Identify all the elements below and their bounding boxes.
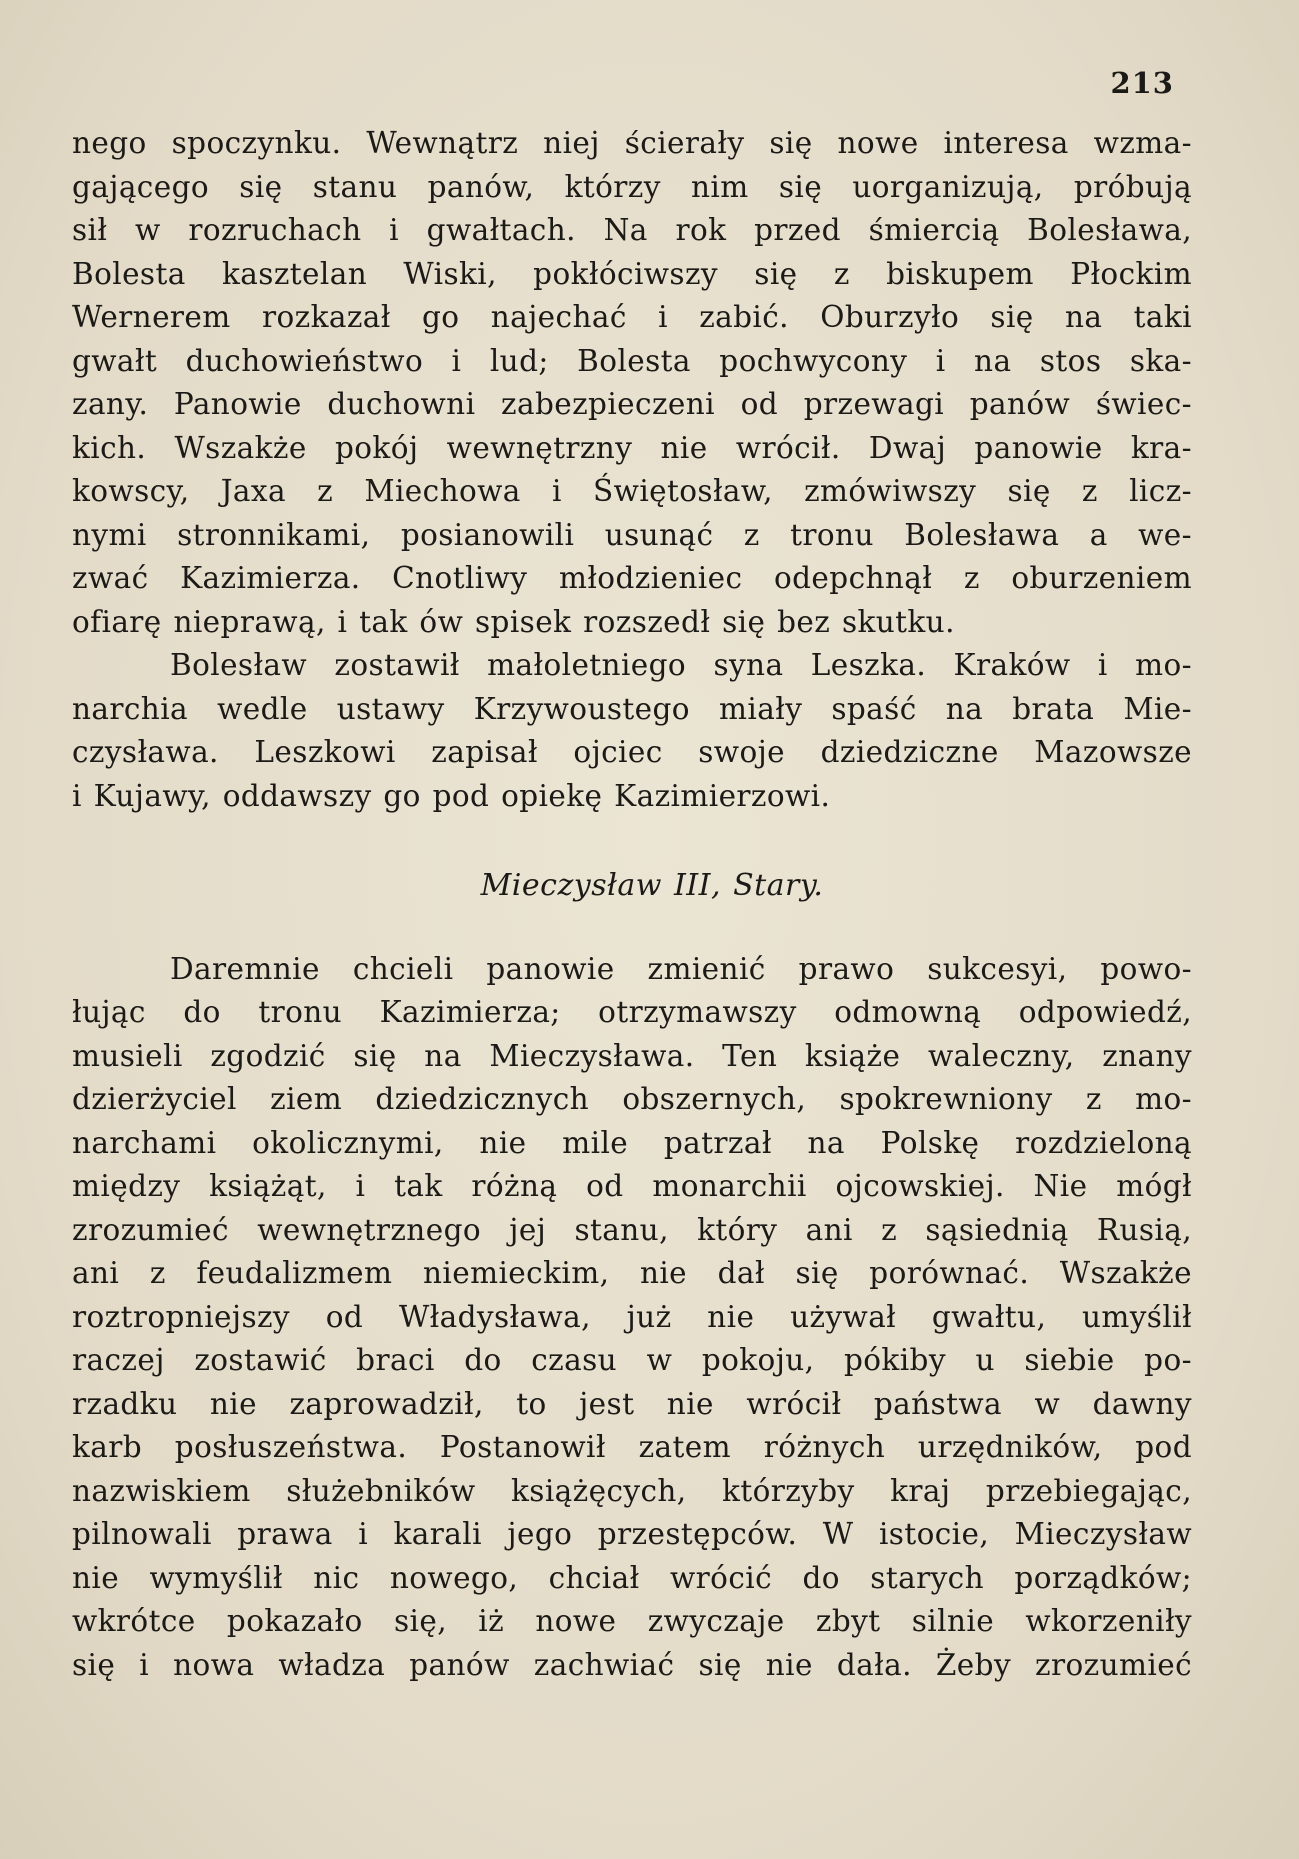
text-line: zany. Panowie duchowni zabezpieczeni od przewagi panów świec- [72, 387, 1192, 421]
text-line: Bolesta kasztelan Wiski, pokłóciwszy się z biskupem Płockim [72, 256, 1192, 291]
text-line: nazwiskiem służebników książęcych, którzyby kraj przebiegając, [72, 1473, 1192, 1508]
section-heading: Mieczysław III, Stary. [480, 868, 824, 903]
text-line: musieli zgodzić się na Mieczysława. Ten książe waleczny, znany [72, 1038, 1192, 1073]
text-line: łując do tronu Kazimierza; otrzymawszy odmowną odpowiedź, [72, 995, 1192, 1029]
text-line: kowscy, Jaxa z Miechowa i Świętosław, zmówiwszy się z licz- [72, 474, 1192, 508]
text-line: nymi stronnikami, posianowili usunąć z tronu Bolesława a we- [72, 517, 1192, 552]
text-line: ani z feudalizmem niemieckim, nie dał się porównać. Wszakże [72, 1256, 1192, 1290]
text-line: nego spoczynku. Wewnątrz niej ścierały się nowe interesa wzma- [72, 126, 1192, 160]
text-line: i Kujawy, oddawszy go pod opiekę Kazimierzowi. [72, 778, 831, 813]
text-line: sił w rozruchach i gwałtach. Na rok przed śmiercią Bolesława, [72, 213, 1192, 247]
text-line: narchia wedle ustawy Krzywoustego miały spaść na brata Mie- [72, 691, 1192, 726]
text-line: się i nowa władza panów zachwiać się nie dała. Żeby zrozumieć [72, 1647, 1192, 1682]
text-line: dzierżyciel ziem dziedzicznych obszernych, spokrewniony z mo- [72, 1082, 1192, 1116]
text-line: gwałt duchowieństwo i lud; Bolesta pochwycony i na stos ska- [72, 343, 1192, 378]
text-line: raczej zostawić braci do czasu w pokoju, pókiby u siebie po- [72, 1343, 1192, 1377]
paragraph-3 [72, 948, 1192, 1688]
text-line: gającego się stanu panów, którzy nim się uorganizują, próbują [72, 169, 1192, 204]
page-body [72, 122, 1192, 1687]
text-line: rzadku nie zaprowadził, to jest nie wrócił państwa w dawny [72, 1386, 1192, 1421]
text-line: ofiarę nieprawą, i tak ów spisek rozszedł się bez skutku. [72, 604, 955, 639]
text-line: karb posłuszeństwa. Postanowił zatem różnych urzędników, pod [72, 1430, 1192, 1464]
text-line: między książąt, i tak różną od monarchii ojcowskiej. Nie mógł [72, 1169, 1192, 1203]
text-line: nie wymyślił nic nowego, chciał wrócić do starych porządków; [72, 1560, 1192, 1595]
text-line: czysława. Leszkowi zapisał ojciec swoje dziedziczne Mazowsze [72, 735, 1192, 769]
text-line: Bolesław zostawił małoletniego syna Leszka. Kraków i mo- [170, 648, 1192, 682]
text-line: narchami okolicznymi, nie mile patrzał na Polskę rozdzieloną [72, 1125, 1192, 1160]
text-line: Daremnie chcieli panowie zmienić prawo sukcesyi, powo- [170, 951, 1192, 986]
page-number: 213 [1110, 66, 1174, 100]
text-line: zrozumieć wewnętrznego jej stanu, który ani z sąsiednią Rusią, [72, 1212, 1192, 1247]
text-line: kich. Wszakże pokój wewnętrzny nie wrócił. Dwaj panowie kra- [72, 430, 1192, 465]
text-line: zwać Kazimierza. Cnotliwy młodzieniec odepchnął z oburzeniem [72, 561, 1192, 595]
text-line: pilnowali prawa i karali jego przestępców. W istocie, Mieczysław [72, 1517, 1192, 1551]
book-page [72, 58, 1194, 1838]
text-line: roztropniejszy od Władysława, już nie używał gwałtu, umyślił [72, 1299, 1192, 1334]
paragraph-1 [72, 122, 1192, 644]
text-line: Wernerem rozkazał go najechać i zabić. Oburzyło się na taki [72, 300, 1192, 334]
paragraph-2 [72, 644, 1192, 818]
text-line: wkrótce pokazało się, iż nowe zwyczaje zbyt silnie wkorzeniły [72, 1604, 1192, 1638]
